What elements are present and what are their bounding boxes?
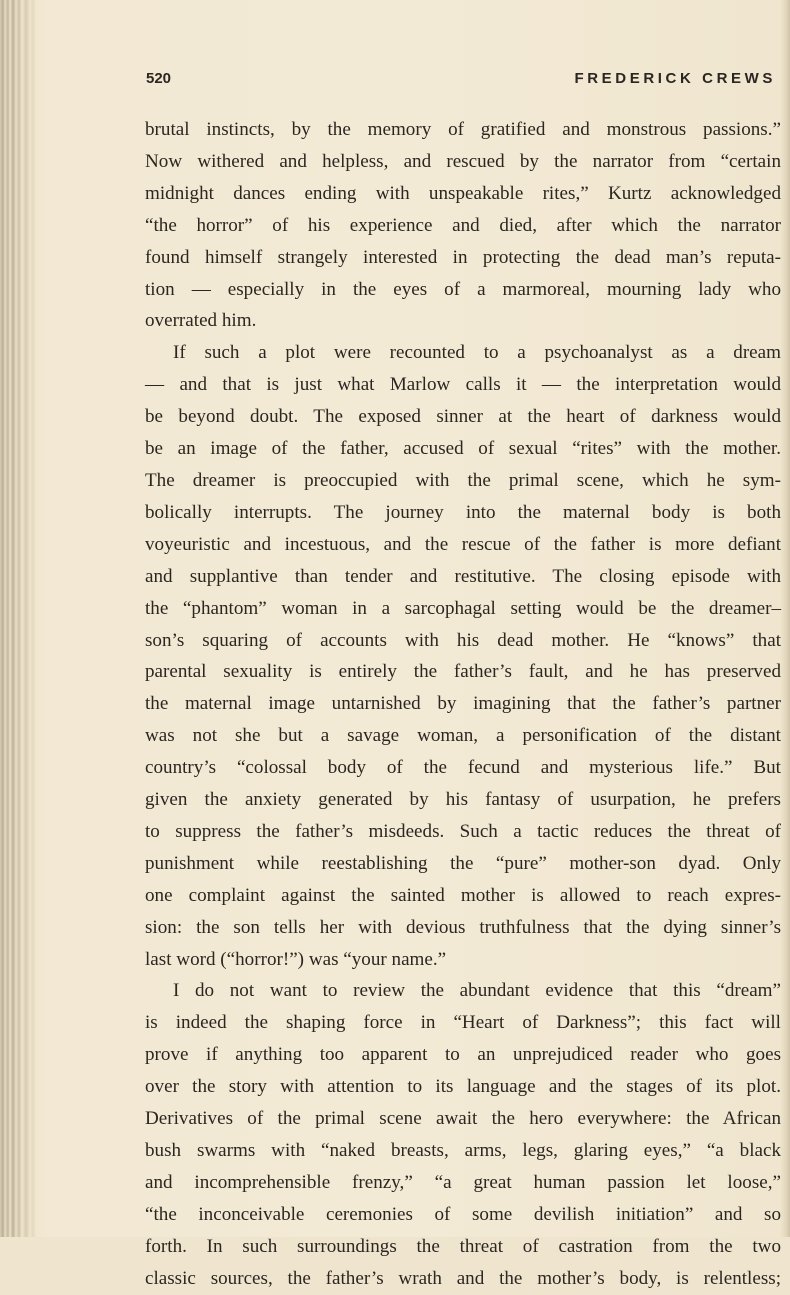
text-line: be beyond doubt. The exposed sinner at the heart of darkness would — [145, 406, 781, 428]
text-line: tion — especially in the eyes of a marmoreal, mourning lady who — [145, 278, 781, 300]
page-number: 520 — [146, 70, 172, 87]
text-line: and supplantive than tender and restitutive. The closing episode with — [145, 565, 781, 587]
text-line: classic sources, the father’s wrath and the mother’s body, is relentless; — [145, 1267, 781, 1289]
text-line: voyeuristic and incestuous, and the rescue of the father is more defiant — [145, 533, 781, 555]
page-edge — [780, 0, 790, 1237]
text-line: to suppress the father’s misdeeds. Such a tactic reduces the threat of — [145, 820, 781, 842]
text-line: midnight dances ending with unspeakable rites,” Kurtz acknowledged — [145, 182, 781, 204]
text-line: be an image of the father, accused of sexual “rites” with the mother. — [145, 438, 781, 460]
text-line: “the horror” of his experience and died, after which the narrator — [145, 214, 781, 236]
text-line: parental sexuality is entirely the father’s fault, and he has preserved — [145, 661, 781, 683]
text-line: punishment while reestablishing the “pure” mother-son dyad. Only — [145, 852, 781, 874]
text-line: the maternal image untarnished by imagining that the father’s partner — [145, 693, 781, 715]
text-line: “the inconceivable ceremonies of some devilish initiation” and so — [145, 1203, 781, 1225]
running-head: FREDERICK CREWS — [574, 70, 776, 87]
text-line: and incomprehensible frenzy,” “a great human passion let loose,” — [145, 1171, 781, 1193]
text-line: one complaint against the sainted mother is allowed to reach expres- — [145, 884, 781, 906]
text-line: I do not want to review the abundant evidence that this “dream” — [173, 980, 781, 1002]
text-line: son’s squaring of accounts with his dead mother. He “knows” that — [145, 629, 781, 651]
text-line: over the story with attention to its language and the stages of its plot. — [145, 1076, 781, 1098]
text-line: bolically interrupts. The journey into the maternal body is both — [145, 501, 781, 523]
paragraph — [145, 975, 781, 1294]
text-line: overrated him. — [145, 310, 257, 332]
text-line: prove if anything too apparent to an unprejudiced reader who goes — [145, 1044, 781, 1066]
page-header — [146, 70, 780, 92]
text-line: forth. In such surroundings the threat of castration from the two — [145, 1235, 781, 1257]
text-line: Now withered and helpless, and rescued by the narrator from “certain — [145, 150, 781, 172]
text-line: country’s “colossal body of the fecund and mysterious life.” But — [145, 757, 781, 779]
text-line: given the anxiety generated by his fantasy of usurpation, he prefers — [145, 789, 781, 811]
text-line: bush swarms with “naked breasts, arms, legs, glaring eyes,” “a black — [145, 1140, 781, 1161]
text-line: brutal instincts, by the memory of gratified and monstrous passions.” — [145, 119, 781, 140]
text-line: The dreamer is preoccupied with the primal scene, which he sym- — [145, 469, 781, 491]
text-line: sion: the son tells her with devious truthfulness that the dying sinner’s — [145, 916, 781, 938]
paragraph — [145, 114, 781, 337]
text-line: was not she but a savage woman, a personification of the distant — [145, 725, 781, 747]
body-text — [145, 114, 781, 1295]
book-binding-gutter — [0, 0, 36, 1237]
text-line: If such a plot were recounted to a psychoanalyst as a dream — [173, 342, 781, 364]
text-line: last word (“horror!”) was “your name.” — [145, 948, 447, 970]
paragraph — [145, 337, 781, 975]
text-line: — and that is just what Marlow calls it — the interpretation would — [145, 374, 781, 396]
text-line: the “phantom” woman in a sarcophagal setting would be the dreamer– — [145, 597, 781, 619]
text-line: Derivatives of the primal scene await the hero everywhere: the African — [145, 1108, 781, 1130]
text-line: found himself strangely interested in protecting the dead man’s reputa- — [145, 246, 781, 268]
text-line: is indeed the shaping force in “Heart of Darkness”; this fact will — [145, 1012, 781, 1034]
